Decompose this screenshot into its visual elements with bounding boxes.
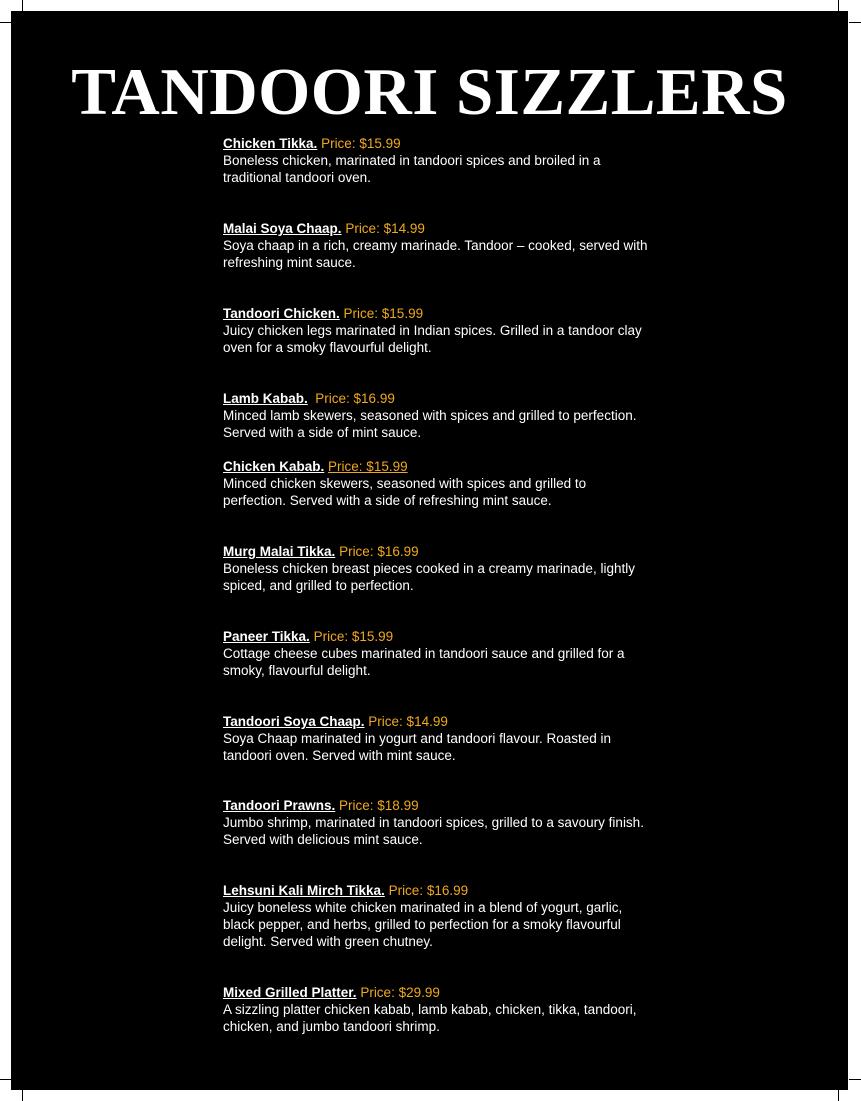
menu-item [223, 797, 648, 848]
menu-item [223, 220, 648, 271]
item-name: Murg Malai Tikka. [223, 544, 336, 559]
item-description: Boneless chicken breast pieces cooked in a creamy marinade, lightly spiced, and grilled to perfection. [223, 561, 635, 593]
menu-item [223, 984, 648, 1035]
crop-mark [849, 1079, 861, 1080]
item-price: Price: $15.99 [328, 459, 408, 474]
item-description: Juicy boneless white chicken marinated in a blend of yogurt, garlic, black pepper, and herbs, grilled to perfection for a smoky flavourful delight. Served with green chutney. [223, 900, 623, 949]
crop-mark [0, 22, 11, 23]
menu-item [223, 882, 648, 950]
item-name: Paneer Tikka. [223, 629, 310, 644]
item-description: Soya chaap in a rich, creamy marinade. Tandoor – cooked, served with refreshing mint sauce. [223, 238, 648, 270]
item-description: Boneless chicken, marinated in tandoori spices and broiled in a traditional tandoori oven. [223, 153, 601, 185]
crop-mark [838, 1090, 839, 1101]
crop-mark [849, 22, 861, 23]
item-description: Minced lamb skewers, seasoned with spices and grilled to perfection. Served with a side of mint sauce. [223, 408, 637, 440]
menu-item [223, 713, 648, 764]
item-price: Price: $15.99 [313, 629, 394, 644]
item-description: Minced chicken skewers, seasoned with spices and grilled to perfection. Served with a side of refreshing mint sauce. [223, 476, 587, 508]
menu-item [223, 543, 648, 594]
item-price: Price: $16.99 [388, 883, 469, 898]
menu-item [223, 628, 648, 679]
menu-item [223, 458, 648, 509]
crop-mark [22, 0, 23, 11]
item-name: Tandoori Soya Chaap. [223, 714, 365, 729]
item-price: Price: $16.99 [315, 391, 395, 406]
item-price: Price: $16.99 [339, 544, 419, 559]
item-name: Lamb Kabab. [223, 391, 308, 406]
crop-mark [838, 0, 839, 11]
menu-item [223, 135, 648, 186]
item-price: Price: $18.99 [339, 798, 419, 813]
item-price: Price: $29.99 [360, 985, 440, 1000]
page-title: TANDOORI SIZZLERS [71, 55, 788, 129]
item-price: Price: $14.99 [345, 221, 425, 236]
item-description: Cottage cheese cubes marinated in tandoori sauce and grilled for a smoky, flavourful delight. [223, 646, 625, 678]
item-description: Juicy chicken legs marinated in Indian spices. Grilled in a tandoor clay oven for a smoky flavourful delight. [223, 323, 642, 355]
item-name: Malai Soya Chaap. [223, 221, 342, 236]
item-name: Mixed Grilled Platter. [223, 985, 357, 1000]
item-name: Tandoori Prawns. [223, 798, 336, 813]
item-price: Price: $14.99 [368, 714, 448, 729]
crop-mark [22, 1090, 23, 1101]
item-description: A sizzling platter chicken kabab, lamb kabab, chicken, tikka, tandoori, chicken, and jumbo tandoori shrimp. [223, 1002, 637, 1034]
item-description: Soya Chaap marinated in yogurt and tandoori flavour. Roasted in tandoori oven. Served with mint sauce. [223, 731, 611, 763]
item-name: Chicken Tikka. [223, 136, 318, 151]
item-description: Jumbo shrimp, marinated in tandoori spices, grilled to a savoury finish. Served with delicious mint sauce. [223, 815, 644, 847]
menu-item [223, 390, 648, 441]
item-name: Tandoori Chicken. [223, 306, 340, 321]
item-name: Chicken Kabab. [223, 459, 325, 474]
crop-mark [0, 1079, 11, 1080]
item-name: Lehsuni Kali Mirch Tikka. [223, 883, 385, 898]
item-price: Price: $15.99 [321, 136, 401, 151]
item-price: Price: $15.99 [343, 306, 424, 321]
menu-item [223, 305, 648, 356]
